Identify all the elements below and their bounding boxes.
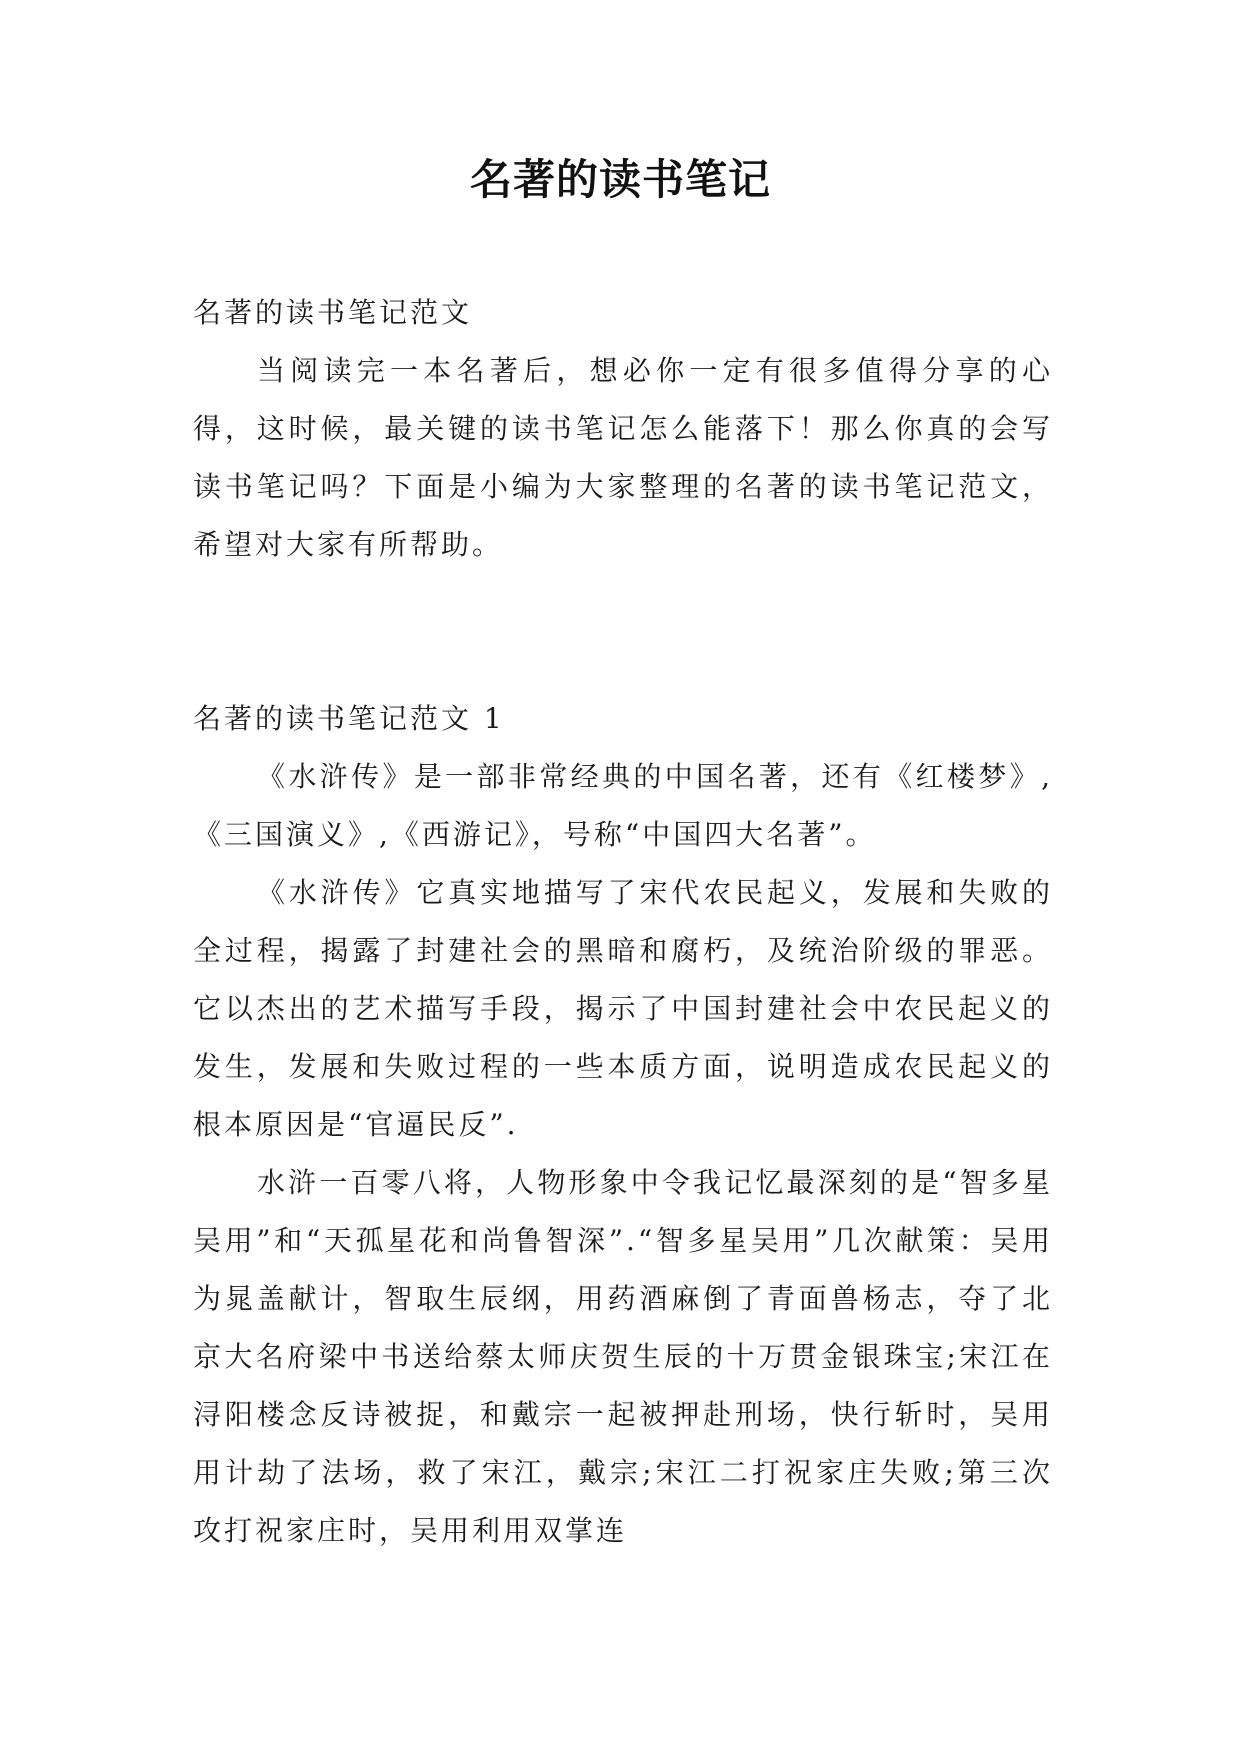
section-heading-intro: 名著的读书笔记范文 — [193, 296, 473, 329]
body-paragraph-1: 《水浒传》是一部非常经典的中国名著，还有《红楼梦》,《三国演义》,《西游记》，号称“中国四大名著”。 — [193, 760, 1053, 851]
document-body — [193, 284, 1053, 1560]
document-title: 名著的读书笔记 — [469, 155, 771, 204]
body-paragraph-3: 水浒一百零八将，人物形象中令我记忆最深刻的是“智多星吴用”和“天孤星花和尚鲁智深”.“智多星吴用”几次献策：吴用为晁盖献计，智取生辰纲，用药酒麻倒了青面兽杨志，夺了北京大名府梁中书送给蔡太师庆贺生辰的十万贯金银珠宝;宋江在浔阳楼念反诗被捉，和戴宗一起被押赴刑场，快行斩时，吴用用计劫了法场，救了宋江，戴宗;宋江二打祝家庄失败;第三次攻打祝家庄时，吴用利用双掌连 — [193, 1166, 1053, 1547]
section-heading-1: 名著的读书笔记范文 1 — [193, 702, 505, 735]
intro-paragraph: 当阅读完一本名著后，想必你一定有很多值得分享的心得，这时候，最关键的读书笔记怎么能落下！那么你真的会写读书笔记吗？下面是小编为大家整理的名著的读书笔记范文，希望对大家有所帮助。 — [193, 354, 1053, 561]
body-paragraph-2: 《水浒传》它真实地描写了宋代农民起义，发展和失败的全过程，揭露了封建社会的黑暗和腐朽，及统治阶级的罪恶。它以杰出的艺术描写手段，揭示了中国封建社会中农民起义的发生，发展和失败过程的一些本质方面，说明造成农民起义的根本原因是“官逼民反”. — [193, 876, 1053, 1141]
section-spacer — [193, 574, 1053, 690]
